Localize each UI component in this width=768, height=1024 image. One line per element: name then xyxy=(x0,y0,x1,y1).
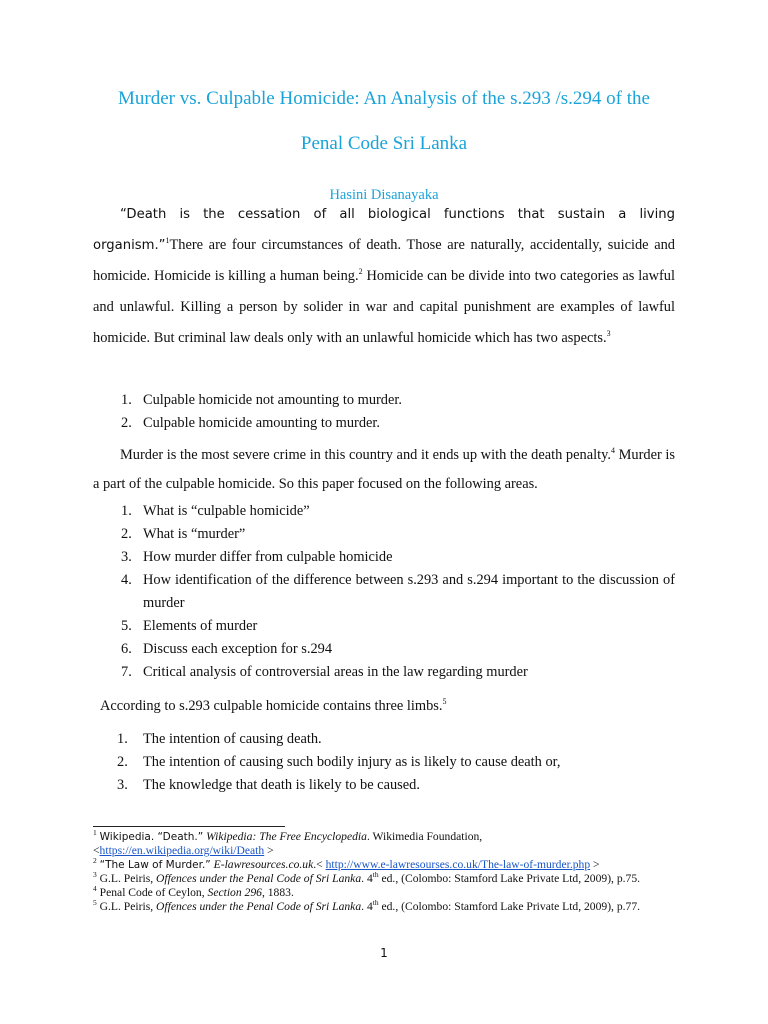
footnote-ref-5[interactable]: 5 xyxy=(442,697,447,707)
title-line-2: Penal Code Sri Lanka xyxy=(300,133,468,154)
list-item: 3. The knowledge that death is likely to be caused. xyxy=(117,777,420,793)
list-item: 3. How murder differ from culpable homicide xyxy=(121,549,393,565)
list-item: 2. Culpable homicide amounting to murder. xyxy=(121,415,381,431)
list-item: 1. Culpable homicide not amounting to murder. xyxy=(121,392,402,408)
footnote-4: $^4$ Penal Code of Ceylon, Section 296, 1883. xyxy=(93,884,294,899)
murder-text-b: Murder is a part of the culpable homicide. So this paper focused on the following areas. xyxy=(93,447,675,492)
title-line-1: Murder vs. Culpable Homicide: An Analysis of the s.293 /s.294 of the xyxy=(118,88,650,109)
death-quote: “Death is the cessation of all biological functions that sustain a living organism.” xyxy=(93,207,675,253)
footnote-1: $^1$ Wikipedia. “Death.” Wikipedia: The Free Encyclopedia. Wikimedia Foundation, <https://en.wikipedia.org/wiki/Death > xyxy=(93,828,483,857)
footnote-3: $^3$ G.L. Peiris, Offences under the Penal Code of Sri Lanka. 4th ed., (Colombo: Stamford Lake Private Ltd, 2009), p.75. xyxy=(93,870,641,885)
footnotes xyxy=(93,830,683,914)
list-item: 5. Elements of murder xyxy=(121,618,258,634)
intro-paragraph xyxy=(93,199,675,354)
aspects-list xyxy=(121,389,683,435)
footnote-ref-1[interactable]: 1 xyxy=(165,236,170,246)
footnote-link-wikipedia[interactable]: https://en.wikipedia.org/wiki/Death xyxy=(99,844,265,857)
footnote-ref-2[interactable]: 2 xyxy=(358,267,363,277)
list-item: 7. Critical analysis of controversial areas in the law regarding murder xyxy=(121,664,528,680)
author-name: Hasini Disanayaka xyxy=(329,187,439,203)
limbs-intro xyxy=(100,692,680,721)
footnote-2: $^2$ “The Law of Murder.” E-lawresources.co.uk.< http://www.e-lawresourses.co.uk/The-law-of-murder.php > xyxy=(93,856,600,871)
intro-text-b: Homicide can be divide into two categories as lawful and unlawful. Killing a person by solider in war and capital punishment are examples of lawful homicide. But criminal law deals only with an unlawful homicide which has two aspects. xyxy=(93,268,675,346)
list-item: 1. What is “culpable homicide” xyxy=(121,503,310,519)
list-item: 6. Discuss each exception for s.294 xyxy=(121,641,333,657)
list-item: 2. The intention of causing such bodily injury as is likely to cause death or, xyxy=(117,754,561,770)
footnote-ref-4[interactable]: 4 xyxy=(610,446,615,456)
limbs-intro-text: According to s.293 culpable homicide contains three limbs. xyxy=(100,698,443,714)
footnote-ref-3[interactable]: 3 xyxy=(606,329,611,339)
list-item: 4. How identification of the difference between s.293 and s.294 important to the discussion of murder xyxy=(121,572,675,611)
areas-list xyxy=(121,500,675,684)
footnote-separator xyxy=(93,826,285,827)
page-number: 1 xyxy=(380,946,388,960)
limbs-list xyxy=(117,728,683,797)
intro-text-a: There are four circumstances of death. Those are naturally, accidentally, suicide and homicide. Homicide is killing a human being. xyxy=(93,237,675,284)
murder-paragraph xyxy=(93,441,675,499)
list-item: 2. What is “murder” xyxy=(121,526,246,542)
footnote-5: $^5$ G.L. Peiris, Offences under the Penal Code of Sri Lanka. 4th ed., (Colombo: Stamford Lake Private Ltd, 2009), p.77. xyxy=(93,898,641,913)
footnote-link-lawresources[interactable]: http://www.e-lawresourses.co.uk/The-law-of-murder.php xyxy=(325,858,591,871)
murder-text-a: Murder is the most severe crime in this country and it ends up with the death penalty. xyxy=(120,447,611,463)
list-item: 1. The intention of causing death. xyxy=(117,731,322,747)
